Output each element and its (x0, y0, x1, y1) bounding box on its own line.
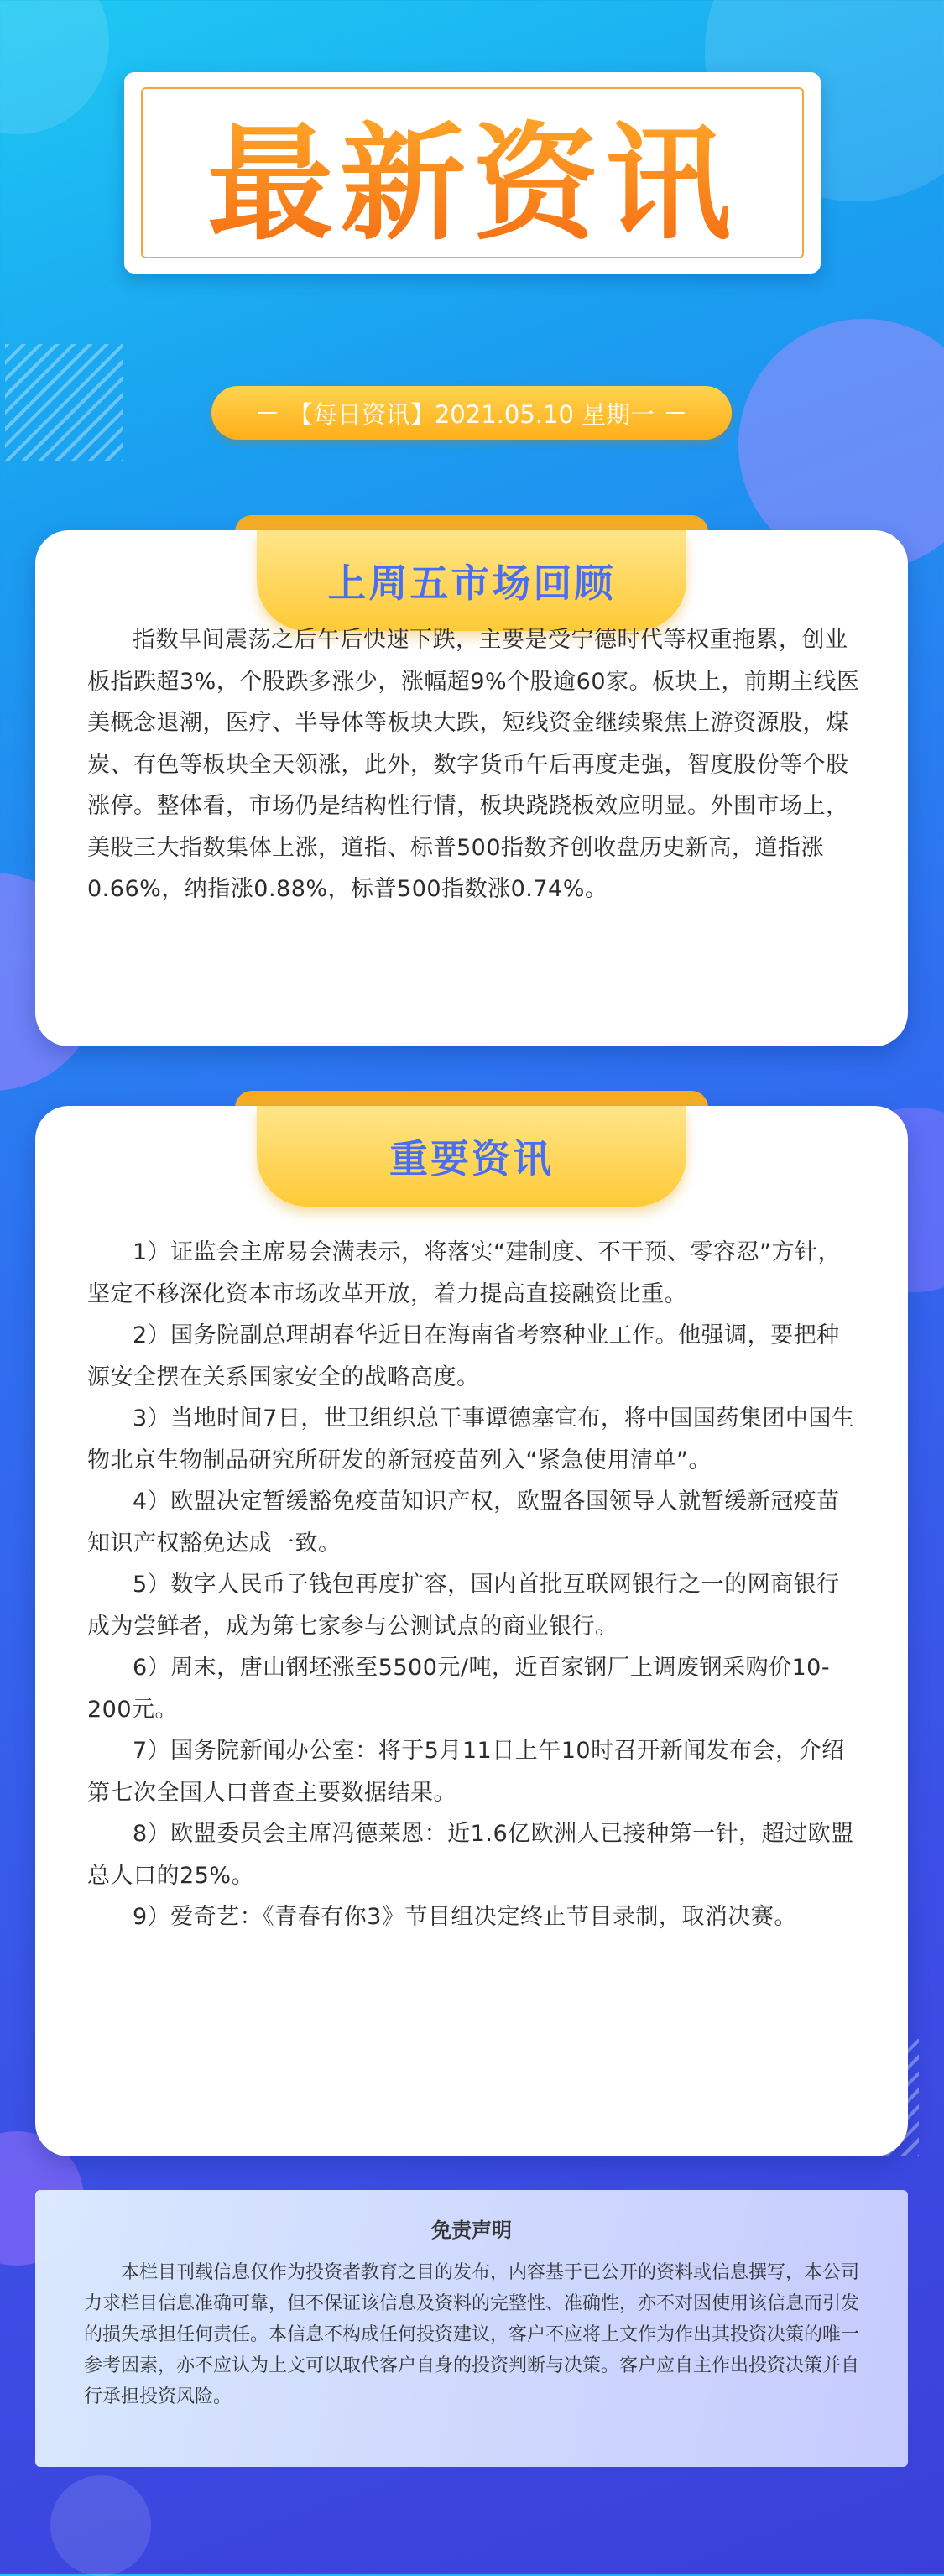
title-frame (141, 87, 804, 258)
date-bar (211, 386, 732, 440)
dash-right (666, 412, 685, 414)
news-item: 7）国务院新闻办公室：将于5月11日上午10时召开新闻发布会，介绍第七次全国人口普查主要数据结果。 (87, 1738, 845, 1806)
disclaimer-box (35, 2190, 908, 2467)
market-review-card (35, 530, 908, 1046)
page-title: 最新资讯 (207, 82, 738, 263)
news-item: 6）周末，唐山钢坯涨至5500元/吨，近百家钢厂上调废钢采购价10-200元。 (87, 1655, 831, 1723)
news-item: 3）当地时间7日，世卫组织总干事谭德塞宣布，将中国国药集团中国生物北京生物制品研究所研发的新冠疫苗列入“紧急使用清单”。 (87, 1405, 855, 1473)
news-item: 9）爱奇艺：《青春有你3》节目组决定终止节目录制，取消决赛。 (133, 1904, 797, 1930)
important-news-body (87, 1232, 863, 1938)
important-news-tab (257, 1106, 686, 1207)
background-bubble (0, 0, 109, 134)
background-stripes (5, 344, 123, 461)
news-item: 2）国务院副总理胡春华近日在海南省考察种业工作。他强调，要把种源安全摆在关系国家安全的战略高度。 (87, 1322, 840, 1390)
disclaimer-title: 免责声明 (431, 2219, 512, 2242)
market-review-tab (257, 530, 686, 631)
news-item: 8）欧盟委员会主席冯德莱恩：近1.6亿欧洲人已接种第一针，超过欧盟总人口的25%。 (87, 1821, 854, 1889)
date-text: 【每日资讯】2021.05.10 星期一 (288, 399, 655, 429)
news-item: 4）欧盟决定暂缓豁免疫苗知识产权，欧盟各国领导人就暂缓新冠疫苗知识产权豁免达成一致。 (87, 1489, 840, 1557)
market-review-title: 上周五市场回顾 (327, 561, 616, 606)
title-banner (124, 72, 821, 274)
news-item: 5）数字人民币子钱包再度扩容，国内首批互联网银行之一的网商银行成为尝鲜者，成为第七家参与公测试点的商业银行。 (87, 1572, 840, 1640)
background-bubble (50, 2475, 151, 2576)
market-review-text: 指数早间震荡之后午后快速下跌，主要是受宁德时代等权重拖累，创业板指跌超3%，个股跌多涨少，涨幅超9%个股逾60家。板块上，前期主线医美概念退潮，医疗、半导体等板块大跌，短线资金继续聚焦上游资源股，煤炭、有色等板块全天领涨，此外，数字货币午后再度走强，智度股份等个股涨停。整体看，市场仍是结构性行情，板块跷跷板效应明显。外围市场上，美股三大指数集体上涨，道指、标普500指数齐创收盘历史新高，道指涨0.66%，纳指涨0.88%，标普500指数涨0.74%。 (87, 627, 860, 902)
important-news-card (35, 1106, 908, 2156)
disclaimer-text: 本栏目刊载信息仅作为投资者教育之目的发布，内容基于已公开的资料或信息撰写，本公司力求栏目信息准确可靠，但不保证该信息及资料的完整性、准确性，亦不对因使用该信息而引发的损失承担任何责任。本信息不构成任何投资建议，客户不应将上文作为作出其投资决策的唯一参考因素，亦不应认为上文可以取代客户自身的投资判断与决策。客户应自主作出投资决策并自行承担投资风险。 (84, 2262, 860, 2407)
news-item: 1）证监会主席易会满表示，将落实“建制度、不干预、零容忍”方针，坚定不移深化资本市场改革开放，着力提高直接融资比重。 (87, 1239, 842, 1307)
important-news-title: 重要资讯 (389, 1136, 554, 1181)
market-review-body (87, 619, 863, 910)
dash-left (258, 412, 277, 414)
